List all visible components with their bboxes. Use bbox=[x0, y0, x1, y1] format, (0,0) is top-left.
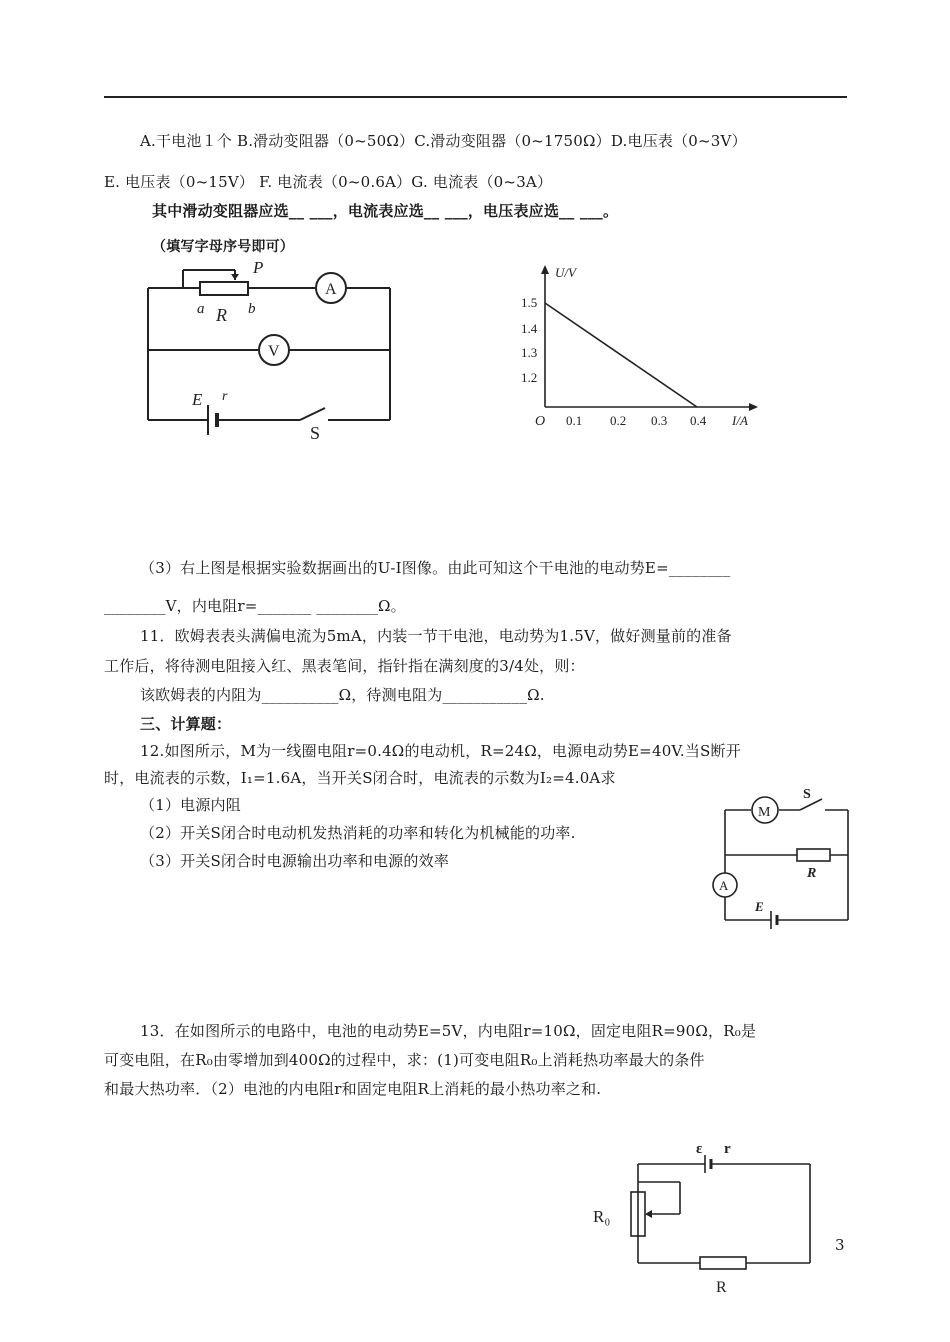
graph-x-tick: 0.4 bbox=[690, 413, 707, 428]
section-heading: 三、计算题： bbox=[140, 715, 232, 733]
q10-circuit-label-a: a bbox=[197, 301, 205, 317]
graph-y-tick: 1.4 bbox=[521, 321, 538, 336]
q13-circuit-label-r-internal: r bbox=[724, 1141, 731, 1157]
q10-circuit-label-s: S bbox=[310, 423, 321, 443]
q13-circuit-label-epsilon: ε bbox=[696, 1141, 703, 1157]
q12-circuit-label-r: R bbox=[807, 866, 817, 881]
q13-circuit-diagram bbox=[588, 1140, 828, 1300]
q10-part3-line1: （3）右上图是根据实验数据画出的U-I图像。由此可知这个干电池的电动势E=________ bbox=[140, 559, 731, 577]
q11-line2: 工作后，将待测电阻接入红、黑表笔间，指针指在满刻度的3/4处，则： bbox=[104, 657, 585, 675]
q12-circuit-diagram bbox=[705, 785, 855, 925]
graph-y-axis-label: U/V bbox=[555, 265, 576, 280]
q13-line3: 和最大热功率．（2）电池的内电阻r和固定电阻R上消耗的最小热功率之和. bbox=[104, 1080, 602, 1098]
graph-origin-label: O bbox=[535, 414, 546, 429]
q10-circuit-label-b: b bbox=[248, 301, 256, 317]
voltmeter-icon: V bbox=[268, 343, 280, 360]
ammeter-icon: A bbox=[719, 878, 729, 893]
q11-line3: 该欧姆表的内阻为__________Ω，待测电阻为___________Ω. bbox=[140, 686, 545, 704]
header-rule bbox=[104, 96, 847, 98]
graph-x-tick: 0.3 bbox=[651, 413, 668, 428]
q11-line1: 11．欧姆表表头满偏电流为5mA，内装一节干电池，电动势为1.5V，做好测量前的准备 bbox=[140, 627, 732, 645]
q10-note: （填写字母序号即可） bbox=[152, 239, 294, 255]
graph-x-tick: 0.1 bbox=[566, 413, 583, 428]
q13-line2: 可变电阻，在R₀由零增加到400Ω的过程中，求：(1)可变电阻R₀上消耗热功率最大的条件 bbox=[104, 1051, 705, 1069]
q10-options-line2: E. 电压表（0~15V） F. 电流表（0~0.6A）G. 电流表（0~3A） bbox=[104, 173, 553, 191]
q12-sub1: （1）电源内阻 bbox=[140, 796, 241, 814]
q10-ui-graph bbox=[515, 262, 775, 432]
graph-y-tick: 1.2 bbox=[521, 370, 538, 385]
graph-x-axis-label: I/A bbox=[732, 413, 748, 428]
q12-line1: 12.如图所示，M为一线圈电阻r=0.4Ω的电动机，R=24Ω，电源电动势E=40V.当S断开 bbox=[140, 742, 741, 760]
motor-icon: M bbox=[758, 805, 771, 820]
graph-y-tick: 1.3 bbox=[521, 345, 538, 360]
q10-circuit-diagram bbox=[140, 255, 400, 445]
q10-part3-line2: ________V，内电阻r=_______ ________Ω。 bbox=[104, 597, 406, 615]
q12-circuit-label-e: E bbox=[755, 899, 764, 914]
q10-options-line1: A.干电池１个 B.滑动变阻器（0~50Ω）C.滑动变阻器（0~1750Ω）D.电压表（0~3V） bbox=[140, 132, 747, 150]
q10-circuit-label-p: P bbox=[253, 258, 264, 277]
q10-circuit-label-r-resistor: R bbox=[216, 305, 227, 325]
q10-circuit-label-e: E bbox=[192, 390, 203, 409]
q13-circuit-label-r: R bbox=[716, 1279, 727, 1296]
q13-line1: 13．在如图所示的电路中，电池的电动势E=5V，内电阻r=10Ω，固定电阻R=90Ω，R₀是 bbox=[140, 1022, 757, 1040]
q12-circuit-label-s: S bbox=[803, 787, 811, 802]
q12-sub2: （2）开关S闭合时电动机发热消耗的功率和转化为机械能的功率. bbox=[140, 824, 576, 842]
q12-line2: 时，电流表的示数，I₁=1.6A，当开关S闭合时，电流表的示数为I₂=4.0A求 bbox=[104, 769, 616, 787]
q12-sub3: （3）开关S闭合时电源输出功率和电源的效率 bbox=[140, 852, 450, 870]
q13-circuit-label-r0: R₀ bbox=[593, 1207, 611, 1226]
graph-y-tick: 1.5 bbox=[521, 295, 538, 310]
q10-circuit-label-r-internal: r bbox=[222, 389, 228, 404]
q10-select-line: 其中滑动变阻器应选__ ___，电流表应选__ ___，电压表应选__ ___。 bbox=[152, 202, 619, 220]
graph-x-tick: 0.2 bbox=[610, 413, 627, 428]
page-number: 3 bbox=[835, 1236, 845, 1254]
ammeter-icon: A bbox=[325, 281, 337, 298]
